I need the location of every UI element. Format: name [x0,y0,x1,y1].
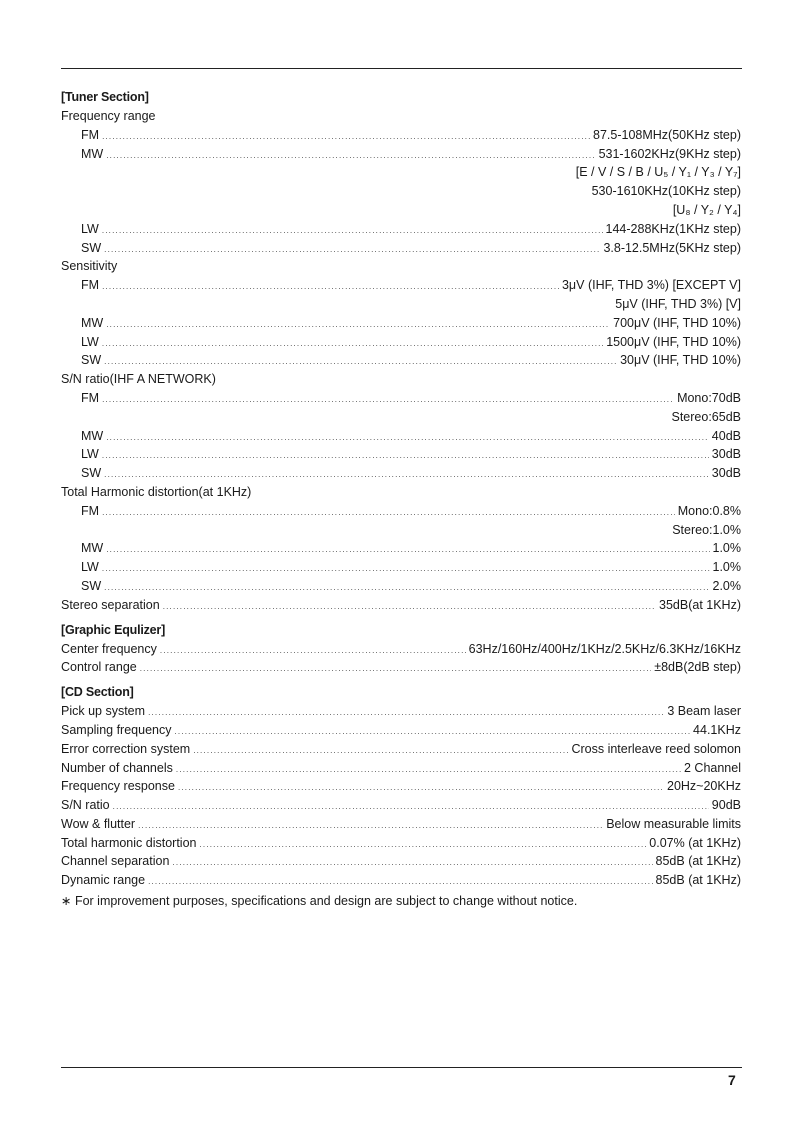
spec-label: Center frequency [61,641,157,656]
spec-label: FM [81,390,100,405]
page-number: 7 [728,1072,736,1088]
tuner-spec-list [61,107,741,596]
spec-value-continuation: Stereo:1.0% [672,522,741,537]
leader-dots [106,541,709,560]
spec-row [61,539,741,558]
spec-value: 87.5-108MHz(50KHz step) [593,127,741,142]
leader-dots [104,241,600,260]
spec-label: SW [81,466,102,481]
spec-value: 2 Channel [684,760,741,775]
leader-dots [160,642,466,661]
cd-section-title: [CD Section] [61,685,134,700]
spec-label: FM [81,127,100,142]
equalizer-spec-list [61,640,741,678]
spec-row [61,389,741,408]
spec-group-label: Total Harmonic distortion(at 1KHz) [61,484,252,499]
spec-label: Number of channels [61,760,173,775]
spec-label: Error correction system [61,741,191,756]
spec-row [61,126,741,145]
spec-label: Wow & flutter [61,816,136,831]
spec-label: Channel separation [61,854,170,869]
tuner-section-title: [Tuner Section] [61,90,149,104]
leader-dots [199,836,646,855]
leader-dots [106,316,610,335]
spec-value-continuation: 5μV (IHF, THD 3%) [V] [615,296,741,311]
spec-value: 1.0% [712,541,741,556]
leader-dots [193,742,568,761]
spec-value: 1.0% [712,560,741,575]
spec-label: FM [81,278,100,293]
spec-label: LW [81,560,99,575]
leader-dots [102,222,603,241]
leader-dots [104,579,709,598]
spec-value: 44.1KHz [693,722,741,737]
spec-value: 85dB (at 1KHz) [655,854,741,869]
spec-row [61,502,741,521]
spec-row [61,871,741,890]
spec-row [61,427,741,446]
leader-dots [138,817,603,836]
spec-label: LW [81,334,99,349]
leader-dots [102,278,559,297]
spec-row [61,702,741,721]
spec-value: 3 Beam laser [667,704,741,719]
cd-spec-list [61,702,741,890]
spec-label: SW [81,578,102,593]
spec-row [61,759,741,778]
leader-dots [102,447,709,466]
spec-row [61,558,741,577]
spec-label: Sampling frequency [61,722,172,737]
spec-value-continuation: 530-1610KHz(10KHz step) [591,184,741,199]
spec-label: Stereo separation [61,597,160,612]
leader-dots [140,660,651,679]
spec-value: 1500μV (IHF, THD 10%) [606,334,741,349]
spec-label: MW [81,315,104,330]
spec-row [61,721,741,740]
spec-value: Mono:0.8% [677,503,741,518]
spec-row [61,314,741,333]
footnote: ∗ For improvement purposes, specifications and design are subject to change without notice. [61,894,578,908]
spec-row [61,577,741,596]
bottom-rule [61,1067,742,1068]
spec-label: Total harmonic distortion [61,835,197,850]
spec-label: LW [81,447,99,462]
spec-value: 63Hz/160Hz/400Hz/1KHz/2.5KHz/6.3KHz/16KHz [468,641,741,656]
spec-row [61,777,741,796]
spec-value: 30μV (IHF, THD 10%) [620,353,741,368]
spec-group-label: Sensitivity [61,259,118,274]
leader-dots [163,598,656,617]
leader-dots [102,560,710,579]
spec-value: ±8dB(2dB step) [654,660,741,675]
leader-dots [102,504,675,523]
spec-value: 35dB(at 1KHz) [659,597,741,612]
spec-value: 700μV (IHF, THD 10%) [613,315,741,330]
spec-value: 3μV (IHF, THD 3%) [EXCEPT V] [561,278,741,293]
spec-row [61,796,741,815]
specifications [61,88,741,890]
leader-dots [106,429,709,448]
spec-row [61,815,741,834]
spec-row [61,333,741,352]
tuner-section [61,88,741,615]
equalizer-section [61,621,741,678]
spec-value: 90dB [711,798,741,813]
spec-label: SW [81,240,102,255]
cd-section [61,683,741,890]
spec-label: FM [81,503,100,518]
spec-value: 20Hz~20KHz [667,779,741,794]
spec-row [61,445,741,464]
leader-dots [102,335,603,354]
spec-row [61,239,741,258]
spec-row [61,145,741,164]
spec-value: 30dB [711,447,741,462]
spec-value: 85dB (at 1KHz) [655,873,741,888]
spec-label: Pick up system [61,704,146,719]
spec-row [61,464,741,483]
spec-value-continuation: [E / V / S / B / U₅ / Y₁ / Y₃ / Y₇] [575,165,741,180]
spec-row [61,740,741,759]
leader-dots [106,147,595,166]
spec-row-stereo-separation [61,596,741,615]
spec-group-label: S/N ratio(IHF A NETWORK) [61,372,216,387]
spec-value: 144-288KHz(1KHz step) [605,221,741,236]
spec-label: Frequency response [61,779,175,794]
spec-label: MW [81,146,104,161]
spec-label: Control range [61,660,137,675]
spec-value: Cross interleave reed solomon [571,741,741,756]
spec-value: 30dB [711,466,741,481]
spec-row [61,220,741,239]
spec-value-continuation: Stereo:65dB [671,409,741,424]
leader-dots [148,873,652,892]
spec-value: 531-1602KHz(9KHz step) [598,146,741,161]
leader-dots [176,761,681,780]
equalizer-section-title: [Graphic Equlizer] [61,622,166,637]
spec-value: Mono:70dB [677,390,741,405]
spec-value: 0.07% (at 1KHz) [649,835,741,850]
spec-row [61,658,741,677]
top-rule [61,68,742,69]
spec-row [61,834,741,853]
spec-value: 40dB [711,428,741,443]
spec-row [61,276,741,295]
spec-row [61,351,741,370]
leader-dots [102,391,674,410]
spec-value: 2.0% [712,578,741,593]
spec-label: MW [81,428,104,443]
spec-label: Dynamic range [61,873,146,888]
spec-value-continuation: [U₈ / Y₂ / Y₄] [672,202,741,217]
leader-dots [102,128,590,147]
spec-label: LW [81,221,99,236]
leader-dots [148,704,664,723]
spec-label: MW [81,541,104,556]
spec-value: Below measurable limits [606,816,741,831]
spec-label: S/N ratio [61,798,110,813]
leader-dots [178,779,664,798]
spec-row [61,852,741,871]
spec-group-label: Frequency range [61,109,156,123]
spec-label: SW [81,353,102,368]
spec-row [61,640,741,659]
leader-dots [172,854,652,873]
spec-value: 3.8-12.5MHz(5KHz step) [603,240,741,255]
